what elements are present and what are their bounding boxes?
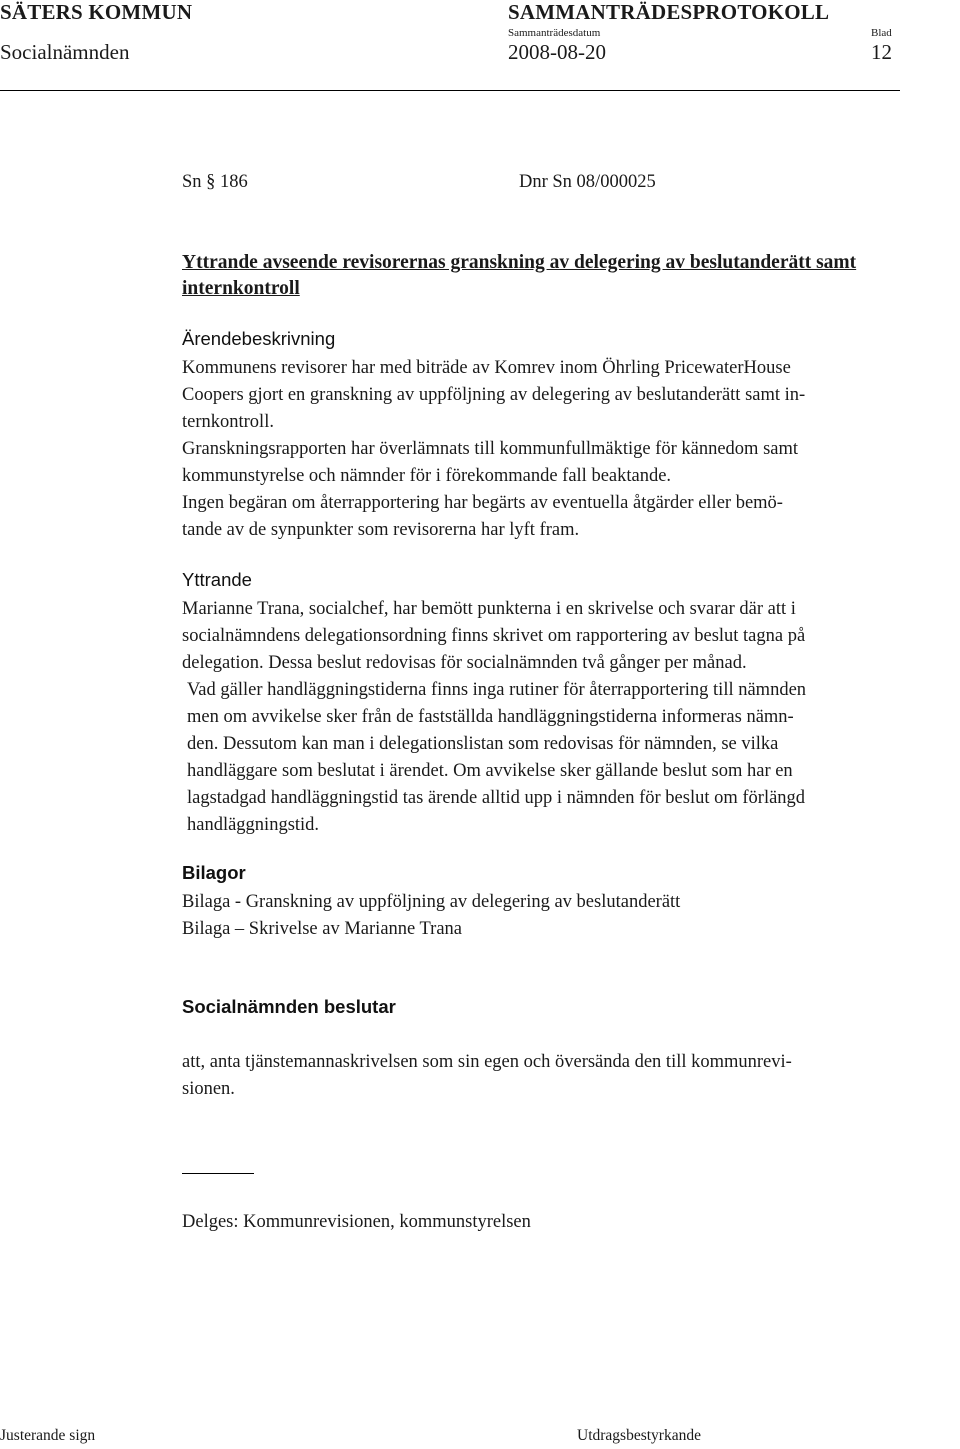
paragraph-label: [182, 169, 248, 196]
delges-rule: [182, 1173, 254, 1174]
committee-name: Socialnämnden: [0, 40, 130, 64]
yttrande-line-1: Marianne Trana, socialchef, har bemött punkterna i en skrivelse och svarar där att i: [182, 599, 796, 619]
page-number: 12: [871, 40, 892, 64]
delges-line: Delges: Kommunrevisionen, kommunstyrelsen: [182, 1212, 531, 1232]
section-sign: §: [206, 172, 216, 192]
beslut-line-1: att, anta tjänstemannaskrivelsen som sin egen och översända den till kommunrevi-: [182, 1052, 792, 1072]
arende-line-3: ternkontroll.: [182, 412, 274, 432]
arende-line-4: Granskningsrapporten har överlämnats till kommunfullmäktige för kännedom samt: [182, 439, 799, 459]
case-title: Yttrande avseende revisorernas granskning av delegering av beslutanderätt samt internkontroll: [182, 252, 857, 299]
yttrande-line-7: handläggare som beslutat i ärendet. Om avvikelse sker gällande beslut som har en: [187, 761, 793, 781]
date-label: Sammanträdesdatum: [508, 27, 601, 39]
footer-justerande-sign: Justerande sign: [0, 1427, 96, 1444]
bilagor-heading: Bilagor: [182, 862, 246, 883]
yttrande-line-2: socialnämndens delegationsordning finns skrivet om rapportering av beslut tagna på: [182, 626, 806, 646]
bilaga-item-2: Bilaga – Skrivelse av Marianne Trana: [182, 919, 463, 939]
document-type: SAMMANTRÄDESPROTOKOLL: [508, 0, 830, 24]
arende-line-1: Kommunens revisorer har med biträde av Komrev inom Öhrling PricewaterHouse: [182, 358, 791, 378]
yttrande-heading: Yttrande: [182, 569, 252, 590]
meeting-date: 2008-08-20: [508, 40, 606, 64]
yttrande-line-9: handläggningstid.: [187, 815, 320, 835]
organization-name: SÄTERS KOMMUN: [0, 0, 193, 24]
header-rule: [0, 90, 900, 91]
yttrande-line-3: delegation. Dessa beslut redovisas för socialnämnden två gånger per månad.: [182, 653, 747, 673]
yttrande-line-4: Vad gäller handläggningstiderna finns inga rutiner för återrapportering till nämnden: [187, 680, 807, 700]
footer-utdragsbestyrkande: Utdragsbestyrkande: [577, 1427, 701, 1444]
arende-line-5: kommunstyrelse och nämnder för i förekommande fall beaktande.: [182, 466, 672, 486]
diary-number: Dnr Sn 08/000025: [519, 172, 656, 192]
paragraph-prefix: Sn: [182, 172, 202, 192]
arende-line-7: tande av de synpunkter som revisorerna har lyft fram.: [182, 520, 580, 540]
yttrande-line-5: men om avvikelse sker från de fastställda handläggningstiderna informeras nämn-: [187, 707, 794, 727]
bilaga-item-1: Bilaga - Granskning av uppföljning av delegering av beslutanderätt: [182, 892, 681, 912]
arende-line-6: Ingen begäran om återrapportering har begärts av eventuella åtgärder eller bemö-: [182, 493, 783, 513]
arende-line-2: Coopers gjort en granskning av uppföljning av delegering av beslutanderätt samt in-: [182, 385, 806, 405]
yttrande-line-6: den. Dessutom kan man i delegationslistan som redovisas för nämnden, se vilka: [187, 734, 779, 754]
paragraph-number: 186: [220, 172, 248, 192]
arendebeskrivning-heading: Ärendebeskrivning: [182, 328, 336, 349]
yttrande-line-8: lagstadgad handläggningstid tas ärende alltid upp i nämnden för beslut om förlängd: [187, 788, 806, 808]
beslut-heading: Socialnämnden beslutar: [182, 996, 396, 1017]
page-label: Blad: [871, 27, 892, 39]
beslut-line-2: sionen.: [182, 1079, 235, 1099]
